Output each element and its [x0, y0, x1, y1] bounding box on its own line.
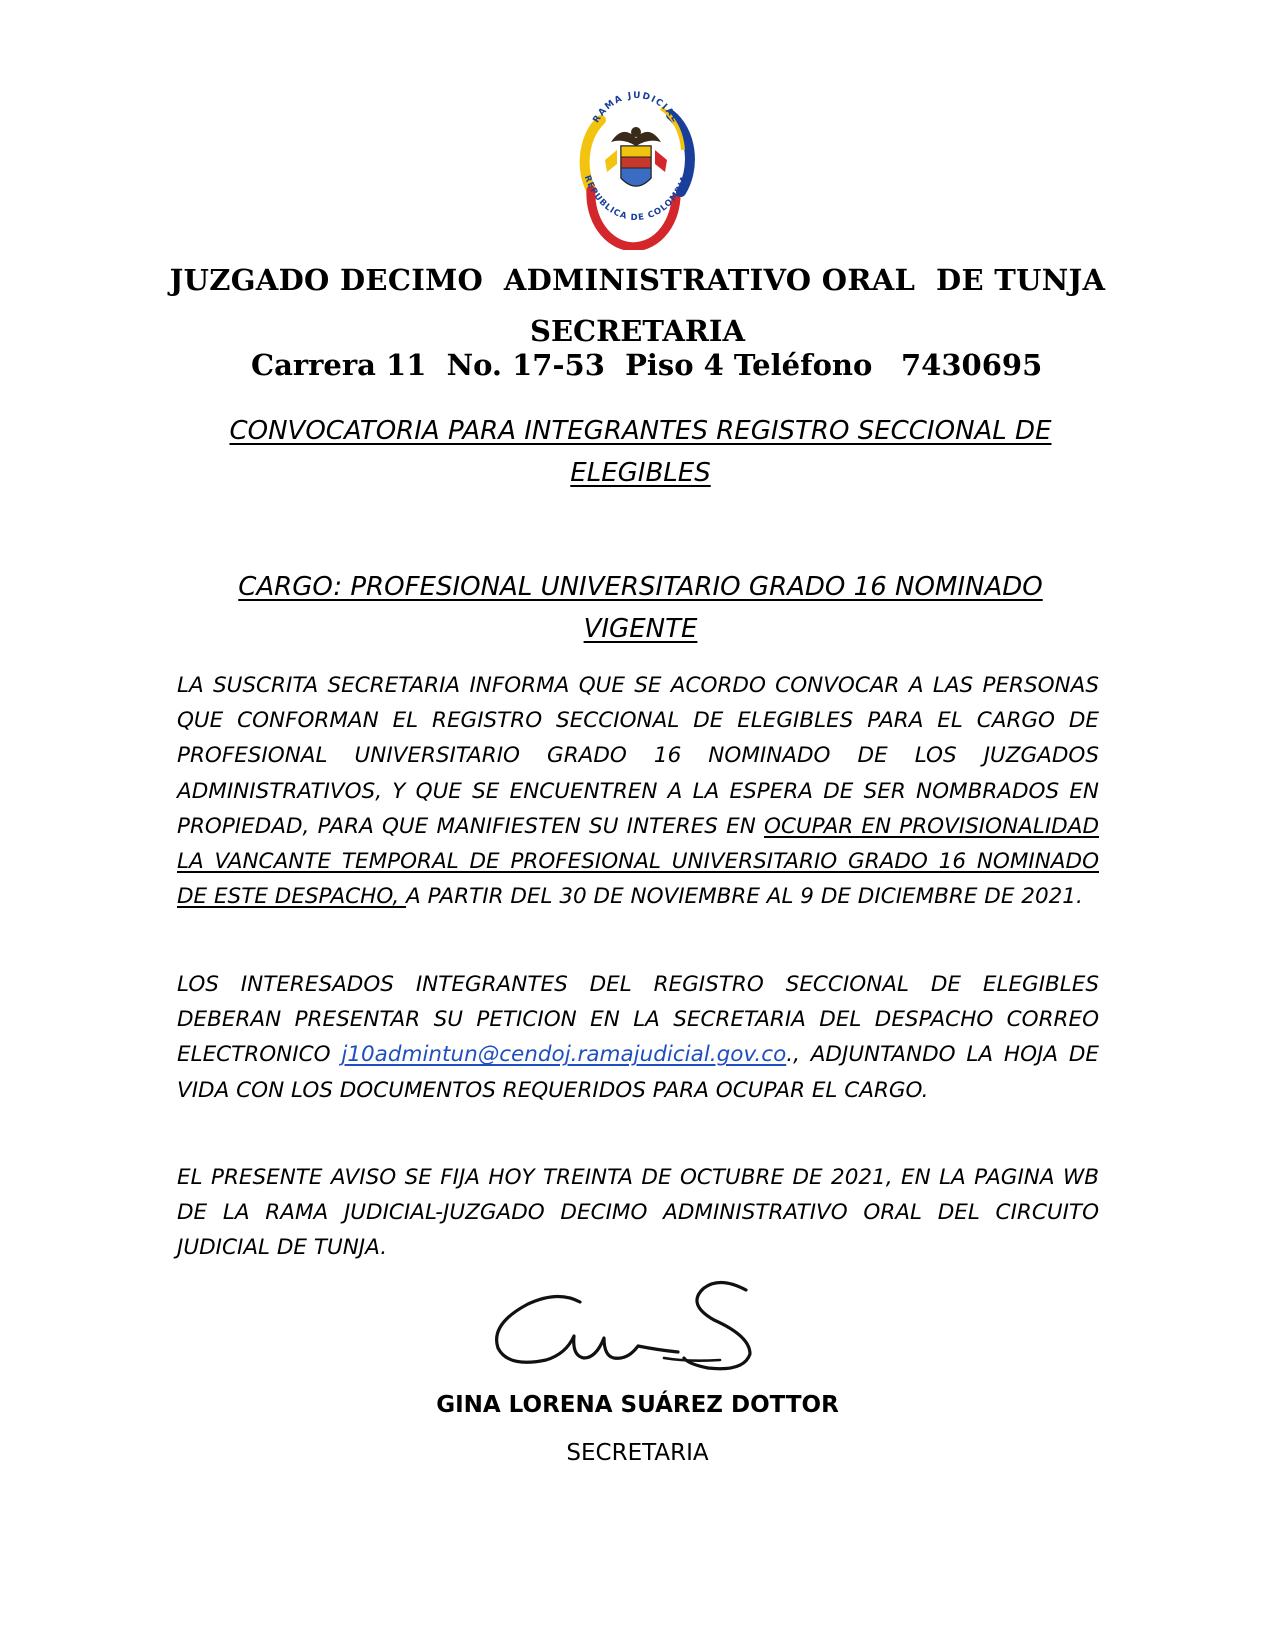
- address-line: [0, 348, 1043, 450]
- email-link[interactable]: j10admintun@cendoj.ramajudicial.gov.co: [341, 1042, 787, 1068]
- paragraph1-underlined: OCUPAR EN PROVISIONALIDAD LA VANCANTE TEMPORAL DE PROFESIONAL UNIVERSITARIO GRADO 16 NOMINADO DE ESTE DESPACHO,: [177, 813, 1099, 910]
- phone-number: 7430695: [901, 348, 1043, 382]
- court-name: JUZGADO DECIMO ADMINISTRATIVO ORAL DE TUNJA: [169, 263, 1106, 297]
- rama-judicial-seal-icon: [571, 80, 701, 250]
- signer-name: GINA LORENA SUÁREZ DOTTOR: [436, 1392, 839, 1418]
- paragraph-aviso: EL PRESENTE AVISO SE FIJA HOY TREINTA DE OCTUBRE DE 2021, EN LA PAGINA WB DE LA RAMA JUDICIAL-JUZGADO DECIMO ADMINISTRATIVO ORAL DEL CIRCUITO JUDICIAL DE TUNJA.: [177, 1165, 1099, 1261]
- svg-text:RAMA JUDICIAL: RAMA JUDICIAL: [591, 90, 681, 126]
- paragraph-convocatoria: [177, 668, 1099, 914]
- paragraph1-intro: LA SUSCRITA SECRETARIA INFORMA QUE SE ACORDO CONVOCAR A LAS PERSONAS QUE CONFORMAN EL REGISTRO SECCIONAL DE ELEGIBLES PARA EL CARGO DE PROFESIONAL UNIVERSITARIO GRADO 16 NOMINADO DE LOS JUZGADOS ADMINISTRATIVOS, Y QUE SE ENCUENTREN A LA ESPERA DE SER NOMBRADOS EN PROPIEDAD, PARA QUE MANIFIESTEN SU INTERES EN: [177, 673, 1099, 839]
- handwritten-signature-icon: [488, 1272, 788, 1387]
- paragraph2-end: ., ADJUNTANDO LA HOJA DE VIDA CON LOS DOCUMENTOS REQUERIDOS PARA OCUPAR EL CARGO.: [177, 1042, 1099, 1103]
- paragraph1-end: A PARTIR DEL 30 DE NOVIEMBRE AL 9 DE DICIEMBRE DE 2021.: [406, 884, 1083, 910]
- address-text: Carrera 11 No. 17-53 Piso 4 Teléfono: [251, 348, 873, 382]
- office-name: SECRETARIA: [530, 314, 745, 348]
- signer-title: SECRETARIA: [566, 1440, 709, 1466]
- svg-text:REPUBLICA DE COLOMBIA: REPUBLICA DE COLOMBIA: [581, 174, 691, 224]
- paragraph2-intro: LOS INTERESADOS INTEGRANTES DEL REGISTRO SECCIONAL DE ELEGIBLES DEBERAN PRESENTAR SU PETICION EN LA SECRETARIA DEL DESPACHO CORREO ELECTRONICO: [177, 972, 1099, 1068]
- paragraph-instructions: [177, 967, 1099, 1108]
- document-title: CONVOCATORIA PARA INTEGRANTES REGISTRO SECCIONAL DE ELEGIBLES: [229, 416, 1052, 488]
- cargo-heading: CARGO: PROFESIONAL UNIVERSITARIO GRADO 16 NOMINADO VIGENTE: [238, 572, 1043, 644]
